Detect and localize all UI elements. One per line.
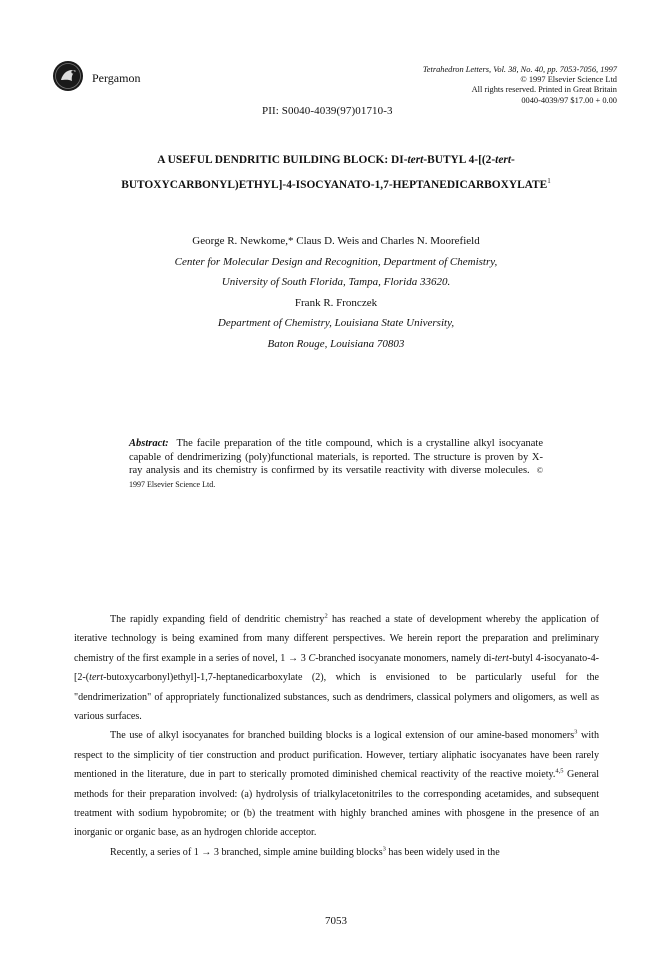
affiliation-1-line-1: Center for Molecular Design and Recognition, Department of Chemistry, <box>174 255 498 268</box>
journal-info <box>423 65 617 106</box>
article-title <box>40 150 632 196</box>
paragraph-1: The rapidly expanding field of dendritic chemistry$^2$ has reached a state of development whereby the application of iterative technology is being examined from many different perspectives. We herein report the preparation and preliminary chemistry of the first example in a series of novel, 1 → 3 C-branched isocyanate monomers, namely di-tert-butyl 4-isocyanato-4-[2-(tert-butoxycarbonyl)ethyl]-1,7-heptanedicarboxylate (2), which is envisioned to be particularly useful for the "dendrimerization" of appropriately functionalized substances, such as dendrimers, classical polymers and oligomers, as well as various surfaces. <box>74 612 599 723</box>
copyright-line: © 1997 Elsevier Science Ltd <box>520 75 617 85</box>
pii-identifier: PII: S0040-4039(97)01710-3 <box>262 105 393 117</box>
abstract: Abstract: The facile preparation of the title compound, which is a crystalline alkyl isocyanate capable of dendrimerizing (poly)functional materials, is reported. The structure is proven by X-ray analysis and its chemistry is confirmed by its versatile reactivity with diverse molecules. © 1997 Elsevier Science Ltd. <box>129 438 544 489</box>
title-line-1: A USEFUL DENDRITIC BUILDING BLOCK: DI-tert-BUTYL 4-[(2-tert- <box>157 154 515 166</box>
journal-citation: Tetrahedron Letters, Vol. 38, No. 40, pp. 7053-7056, 1997 <box>422 65 617 74</box>
author-names-1: George R. Newkome,* Claus D. Weis and Charles N. Moorefield <box>192 235 480 247</box>
pergamon-logo-icon <box>52 60 84 92</box>
body-text <box>74 610 599 862</box>
title-footnote-ref: 1 <box>547 177 551 185</box>
page-number: 7053 <box>325 915 347 927</box>
abstract-label: Abstract <box>129 438 166 449</box>
price-line: 0040-4039/97 $17.00 + 0.00 <box>521 95 617 105</box>
author-names-2: Frank R. Fronczek <box>294 296 378 309</box>
publisher-name: Pergamon <box>92 71 141 85</box>
title-line-2: BUTOXYCARBONYL)ETHYL]-4-ISOCYANATO-1,7-HEPTANEDICARBOXYLATE$^1$ <box>121 177 551 191</box>
rights-line: All rights reserved. Printed in Great Britain <box>471 85 617 95</box>
affiliation-2-line-1: Department of Chemistry, Louisiana State University, <box>217 317 455 329</box>
paragraph-2: The use of alkyl isocyanates for branched building blocks is a logical extension of our amine-based monomers$^3$ with respect to the simplicity of tier construction and product purification. However, tertiary aliphatic isocyanates have been rarely mentioned in the literature, due in part to sterically promoted diminished chemical reactivity of the reactive moiety.$^{4,5}$ General methods for their preparation involved: (a) hydrolysis of trialkylacetonitriles to the corresponding acetamides, and subsequent treatment with sodium hypobromite; or (b) the treatment with highly branched amines with phosgene in the presence of an inorganic or organic base, as an hydrogen chloride acceptor. <box>74 729 599 839</box>
paragraph-3: Recently, a series of 1 → 3 branched, simple amine building blocks$^3$ has been widely used in the <box>110 845 500 858</box>
abstract-text: The facile preparation of the title compound, which is a crystalline alkyl isocyanate capable of dendrimerizing (poly)functional materials, is reported. The structure is proven by X-ray analysis and its chemistry is confirmed by its versatile reactivity with diverse molecules. <box>129 438 544 476</box>
author-block <box>40 231 632 354</box>
affiliation-1-line-2: University of South Florida, Tampa, Florida 33620. <box>221 276 451 288</box>
abstract-copyright: © 1997 Elsevier Science Ltd. <box>129 466 543 489</box>
affiliation-2-line-2: Baton Rouge, Louisiana 70803 <box>267 337 405 350</box>
